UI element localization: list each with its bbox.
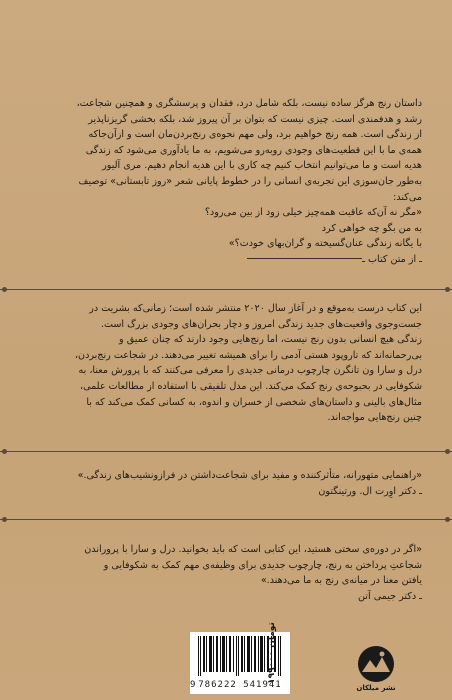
excerpt-section [30,96,422,268]
description-line: جست‌وجوی واقعیت‌های جدید زندگی امروز و دچار بحران‌های وجودی بزرگ است. [100,318,422,330]
endorsement-quote: یافتن معنا در میانه‌ی رنج به ما می‌دهند.» [260,575,422,587]
description-line: بی‌رحمانه‌اند که تاروپود هستی آدمی را برای همیشه تغییر می‌دهند. در شجاعت رنج‌بردن، [74,349,422,361]
publisher-logo [354,645,398,697]
price-label [258,621,286,684]
publisher-name: نشر میلکان [356,684,396,692]
description-line: زندگی هیچ انسانی بدون رنج نیست، اما رنج‌هایی وجود دارند که چنان عمیق و [119,334,422,346]
barcode-number: 786222 541941 [198,680,282,690]
excerpt-attribution-row [30,252,422,268]
excerpt-line: رشد و هدفمندی است. چیزی نیست که بتوان بر آن پیروز شد، بلکه بخشی گریزناپذیر [88,113,422,125]
endorsement-quote: «اگر در دوره‌ی سختی هستید، این کتابی است که باید بخوانید. درل و سارا با پروراندن [84,544,422,555]
poem-line: با یگانه زندگی عنان‌گسیخته و گران‌بهای خودت؟» [228,238,422,250]
endorsement-1 [30,468,422,499]
endorsement-2 [30,542,422,604]
excerpt-line: می‌کند: [393,191,422,203]
excerpt-line: داستان رنج هرگز ساده نیست، بلکه شامل درد، فقدان و پرسشگری و همچنین شجاعت، [76,98,422,109]
publisher-emblem-icon [357,645,395,683]
description-line: چنین رنج‌هایی مواجه‌اند. [327,412,422,424]
poem-line: به من بگو چه خواهی کرد [321,222,422,234]
price-text: ۱۹۹۰۰۰ تومان [267,621,277,684]
section-divider [0,289,452,290]
section-divider [0,519,452,520]
excerpt-attribution: ـ از متن کتاب ـ [362,253,422,265]
description-section [30,301,422,426]
endorsement-author: ـ دکتر اوِرت ال. ورتینگتون [318,485,422,497]
barcode-leading-digit: 9 [190,680,196,690]
endorsement-quote: شجاعتِ پرداختن به رنج، چارچوب جدیدی برای وظیفه‌ی مهم کمک به شکوفایی و [103,559,422,571]
description-line: درل و سارا ون تانگرن چارچوب درمانی جدیدی را معرفی می‌کنند که با پرورش معنا، به [78,365,422,377]
excerpt-line: هدیه است و ما می‌توانیم انتخاب کنیم چه کاری با این هدیه انجام دهیم. مری آلیور [102,160,422,172]
section-divider [0,451,452,452]
endorsement-quote: «راهنمایی متهورانه، متأثرکننده و مفید برای شجاعت‌داشتن در فرازونشیب‌های زندگی.» [77,470,422,481]
description-line: مثال‌های بالینی و داستان‌های شخصی از خسران و اندوه، به کسانی کمک می‌کند که با [86,396,422,408]
excerpt-line: به‌طور جان‌سوزی این تجربه‌ی انسانی را در خطوط پایانی شعر «روز تابستانی» توصیف [78,175,422,187]
description-line: شکوفایی در بحبوحه‌ی رنج کمک می‌کند. این مدل تلفیقی با استفاده از مطالعات علمی، [80,380,422,392]
poem-line: «مگر نه آن‌که عاقبت همه‌چیز خیلی زود از بین می‌رود؟ [204,207,422,219]
excerpt-line: همه‌ی ما با این قطعیت‌های وجودی روبه‌رو می‌شویم، به ما یادآوری می‌شود که زندگی [85,144,422,156]
attribution-rule [247,258,362,259]
excerpt-line: از زندگی است. همه رنج خواهیم برد، ولی مهم نحوه‌ی رنج‌بردن‌مان است و ازآن‌جاکه [88,129,422,141]
endorsement-author: ـ دکتر جیمی آتن [358,590,422,602]
description-line: این کتاب درست به‌موقع و در آغاز سال ۲۰۲۰ منتشر شده است؛ زمانی‌که بشریت در [89,303,422,314]
